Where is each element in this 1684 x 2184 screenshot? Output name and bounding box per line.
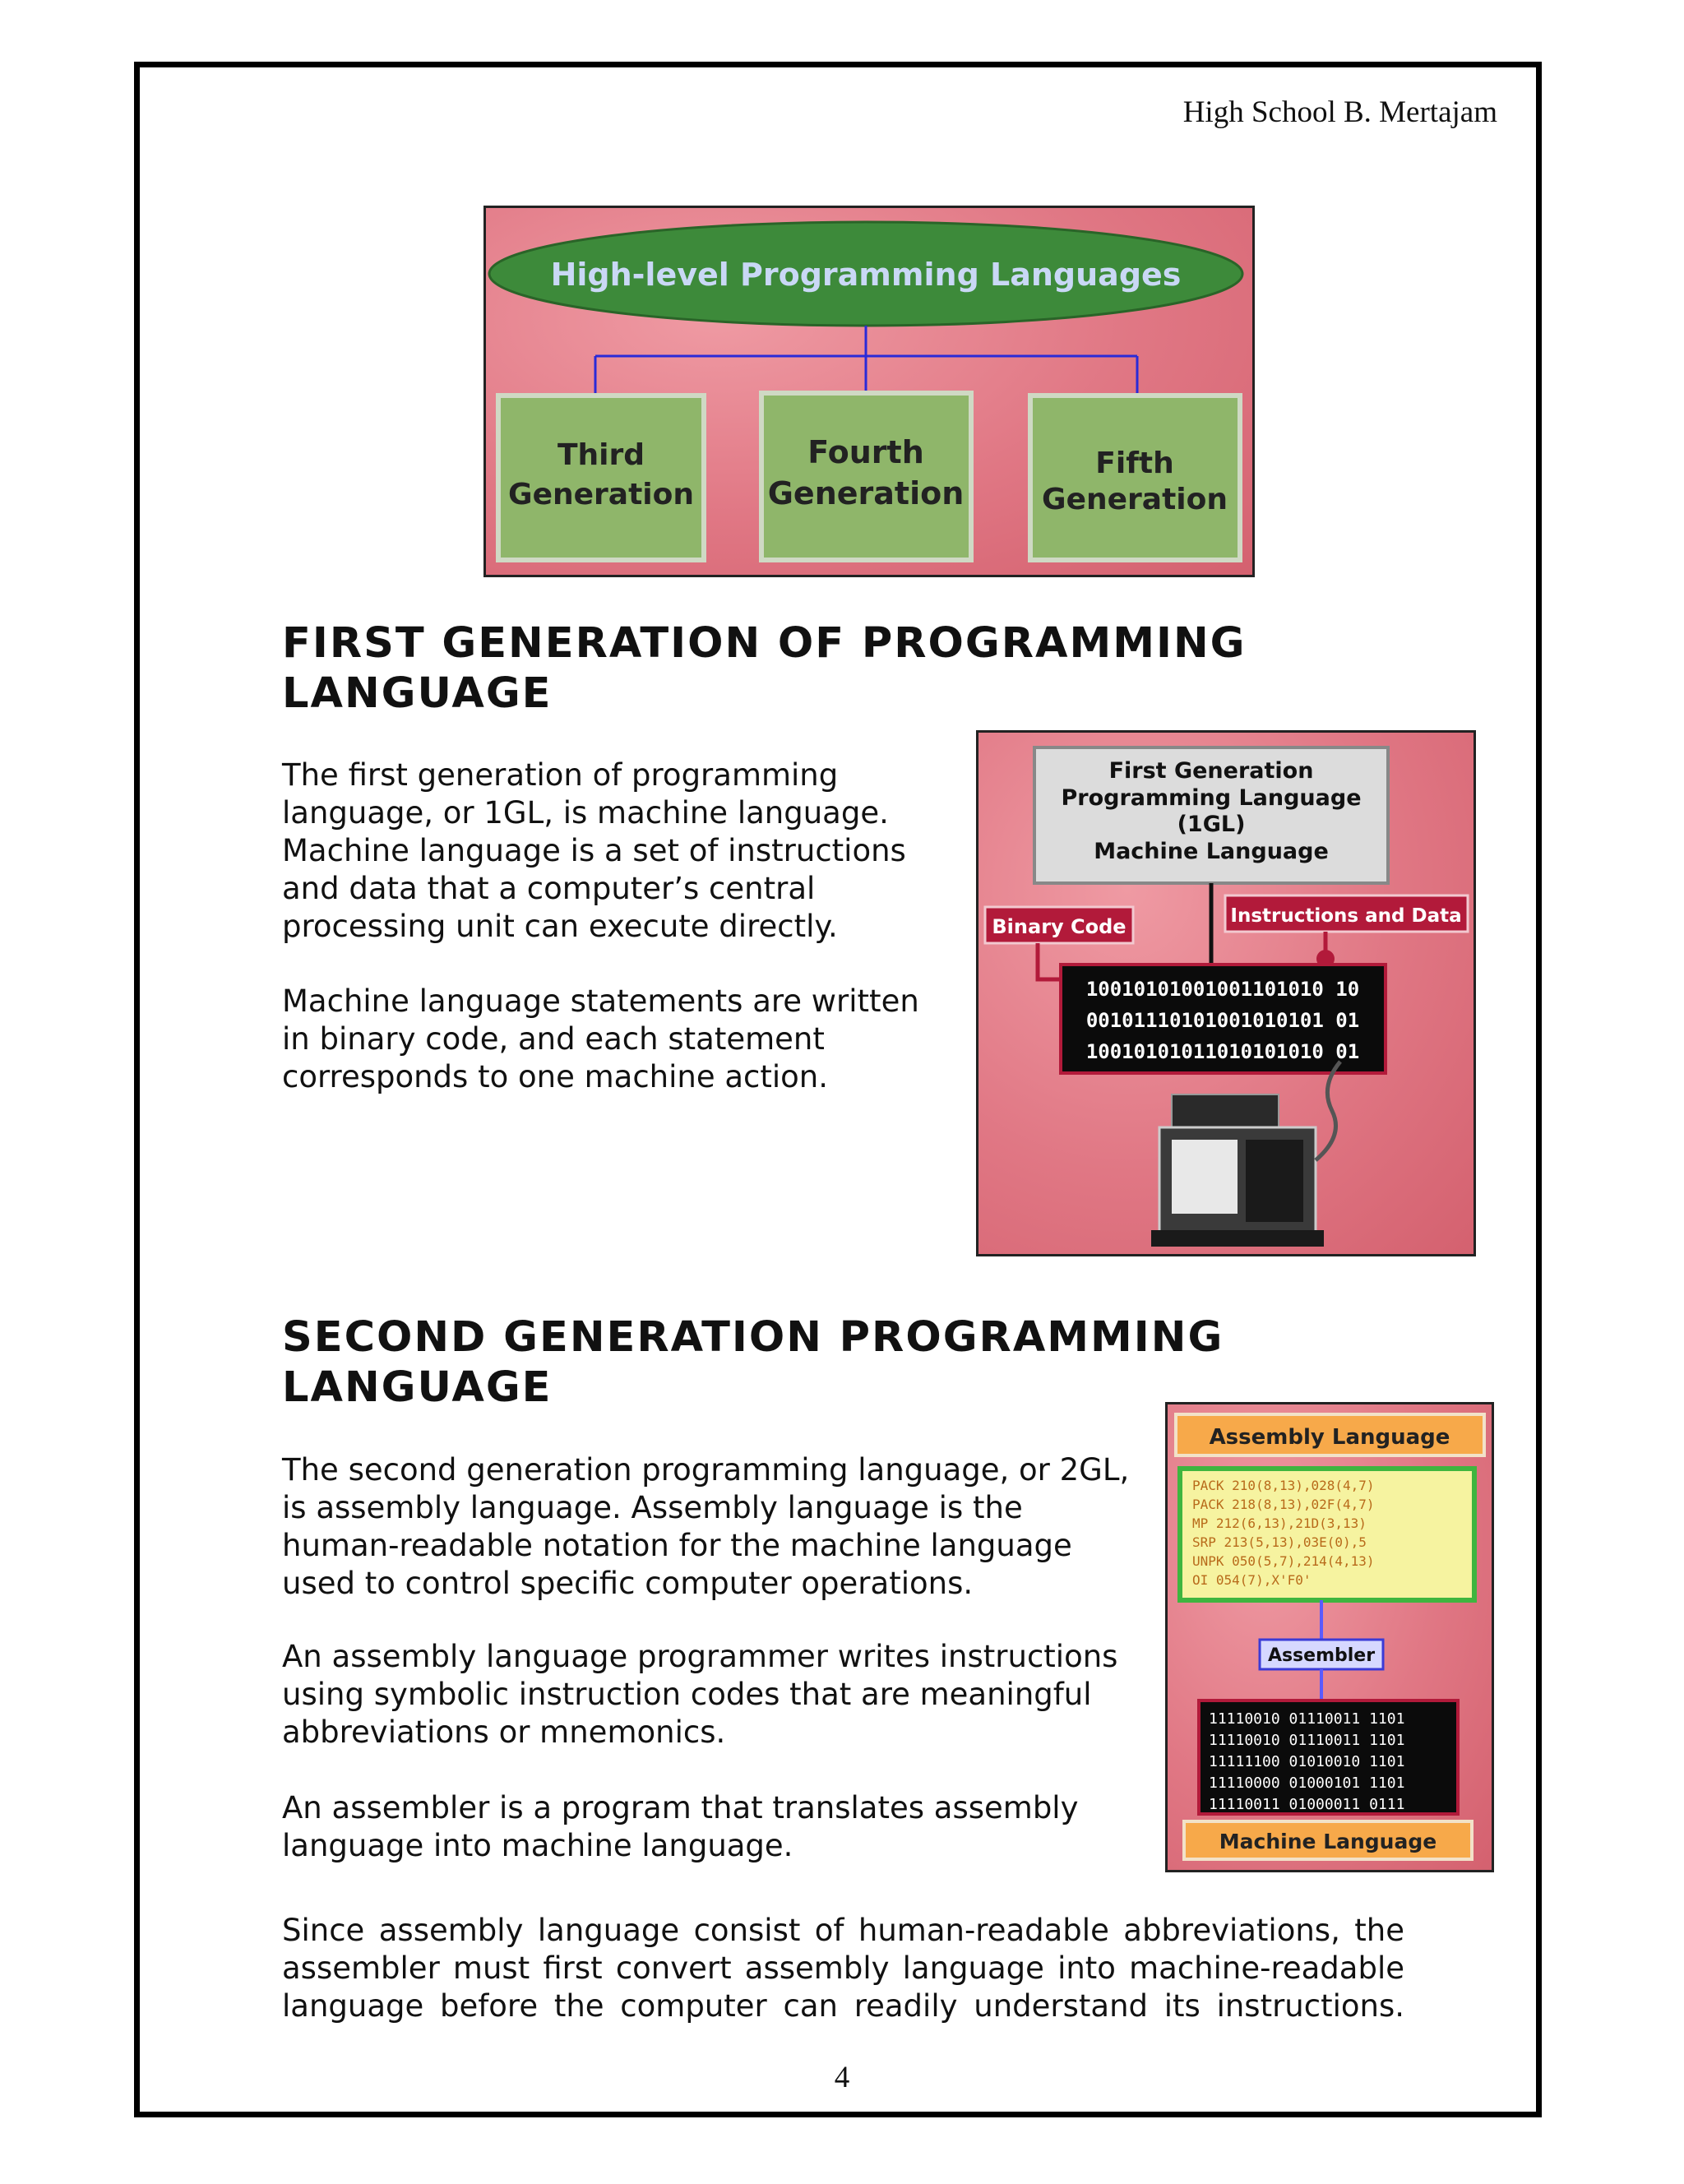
assembly-label: Assembly Language	[1209, 1425, 1450, 1450]
svg-text:OI 054(7),X'F0': OI 054(7),X'F0'	[1192, 1572, 1312, 1588]
binary-code-label: Binary Code	[992, 915, 1127, 938]
section2-paragraph-4: Since assembly language consist of human-readable abbreviations, the assembler must first convert assembly language into machine-readable language before the computer can readily understand its instructions.	[282, 1913, 1404, 2024]
svg-text:11111100 01010010 1101: 11111100 01010010 1101	[1209, 1753, 1405, 1770]
section2-paragraph-1: The second generation programming language, or 2GL, is assembly language. Assembly language is the human-readable notation for the machine language used to control specific computer operations.	[282, 1452, 1130, 1601]
figure-high-level-languages	[483, 206, 1255, 577]
svg-text:11110010 01110011 1101: 11110010 01110011 1101	[1209, 1732, 1405, 1749]
section1-paragraph-2: Machine language statements are written in binary code, and each statement corresponds to one machine action.	[282, 983, 919, 1094]
svg-text:SRP 213(5,13),03E(0),5: SRP 213(5,13),03E(0),5	[1192, 1534, 1367, 1550]
svg-text:PACK 210(8,13),028(4,7): PACK 210(8,13),028(4,7)	[1192, 1478, 1375, 1493]
svg-text:10010101001001101010 10: 10010101001001101010 10	[1085, 978, 1360, 1001]
header-school-name: High School B. Mertajam	[1182, 95, 1497, 129]
computer-icon	[1151, 1062, 1340, 1247]
section1-paragraph-1: The first generation of programming language, or 1GL, is machine language. Machine language is a set of instructions and data that a computer’s central processing unit can execute directly.	[282, 757, 906, 944]
svg-text:PACK 218(8,13),02F(4,7): PACK 218(8,13),02F(4,7)	[1192, 1497, 1375, 1512]
gen-box-fifth	[1030, 396, 1240, 560]
svg-text:Third: Third	[557, 438, 645, 472]
instructions-label: Instructions and Data	[1230, 905, 1462, 927]
section2-paragraph-2: An assembly language programmer writes instructions using symbolic instruction codes that are meaningful abbreviations or mnemonics.	[282, 1639, 1118, 1750]
assembly-diagram	[1168, 1404, 1492, 1870]
svg-text:Generation: Generation	[767, 475, 965, 511]
svg-text:11110010 01110011 1101: 11110010 01110011 1101	[1209, 1710, 1405, 1728]
hll-title: High-level Programming Languages	[550, 257, 1182, 293]
figure-first-generation	[976, 730, 1476, 1256]
section2-heading: SECOND GENERATION PROGRAMMING LANGUAGE	[282, 1313, 1224, 1412]
high-level-diagram	[486, 208, 1252, 575]
gen-box-fourth	[761, 393, 971, 560]
page-number: 4	[834, 2061, 850, 2094]
first-gen-diagram	[978, 733, 1474, 1254]
svg-text:UNPK 050(5,7),214(4,13): UNPK 050(5,7),214(4,13)	[1192, 1553, 1375, 1569]
svg-text:00101110101001010101 01: 00101110101001010101 01	[1085, 1009, 1360, 1032]
svg-text:First Generation: First Generation	[1108, 758, 1314, 784]
svg-text:11110011 01000011 0111: 11110011 01000011 0111	[1209, 1796, 1405, 1813]
section2-paragraph-3: An assembler is a program that translates assembly language into machine language.	[282, 1790, 1079, 1863]
figure-assembly-language	[1165, 1402, 1494, 1872]
assembler-label: Assembler	[1267, 1645, 1376, 1666]
gen-box-third	[498, 396, 704, 560]
svg-text:Generation: Generation	[508, 478, 694, 511]
svg-text:Machine Language: Machine Language	[1094, 839, 1329, 864]
section1-heading: FIRST GENERATION OF PROGRAMMING LANGUAGE	[282, 619, 1247, 718]
svg-text:Fifth: Fifth	[1095, 447, 1174, 480]
svg-text:(1GL): (1GL)	[1177, 812, 1246, 837]
svg-text:10010101011010101010 01: 10010101011010101010 01	[1085, 1040, 1360, 1063]
svg-text:MP 212(6,13),21D(3,13): MP 212(6,13),21D(3,13)	[1192, 1515, 1367, 1531]
svg-text:Fourth: Fourth	[807, 434, 924, 470]
machine-language-label: Machine Language	[1219, 1830, 1437, 1853]
svg-text:Programming Language: Programming Language	[1061, 785, 1362, 811]
connector-lines	[595, 326, 1137, 393]
svg-text:Generation: Generation	[1042, 483, 1228, 516]
svg-text:11110000 01000101 1101: 11110000 01000101 1101	[1209, 1774, 1405, 1792]
